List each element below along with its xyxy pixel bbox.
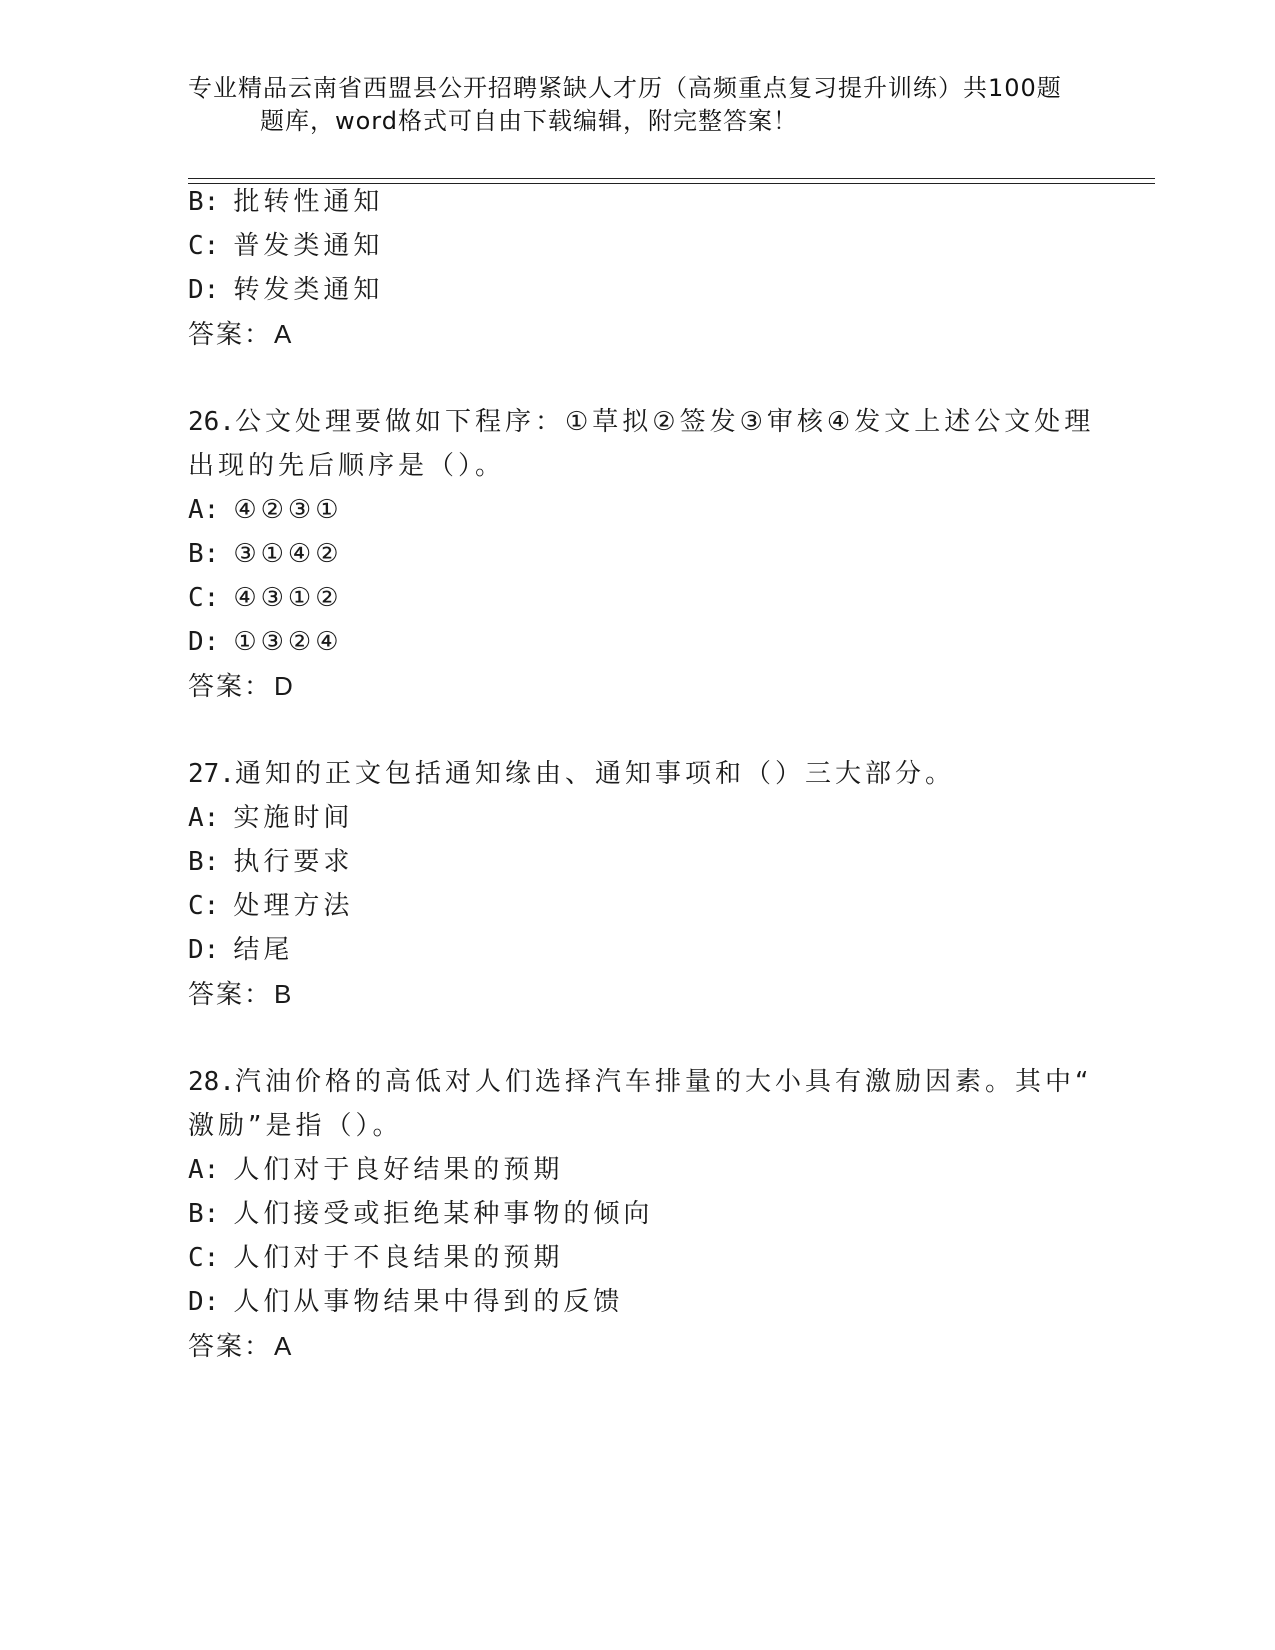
option-c [188,1242,563,1274]
option-key: D: [188,935,220,965]
option-key: D: [188,1287,220,1317]
option-key: B: [188,187,220,217]
option-text: 结尾 [233,935,294,965]
answer-label: 答案： [188,672,273,702]
option-a [188,1154,563,1186]
option-text: 人们对于不良结果的预期 [233,1243,564,1273]
answer-value: A [274,1331,294,1361]
option-text: ③①④② [233,539,343,569]
option-a [188,494,343,526]
option-text: 普发类通知 [233,231,384,261]
option-c [188,890,353,922]
option-key: C: [188,1243,220,1273]
option-text: 人们对于良好结果的预期 [233,1155,564,1185]
option-text: 人们接受或拒绝某种事物的倾向 [233,1199,654,1229]
answer-line [188,670,295,703]
answer-line [188,1330,293,1363]
option-key: C: [188,891,220,921]
answer-line [188,318,293,351]
option-c [188,230,383,262]
header-divider-bottom [188,183,1155,184]
question-number: 26. [188,407,235,437]
option-key: D: [188,627,220,657]
question-number: 27. [188,759,235,789]
option-text: 执行要求 [233,847,354,877]
answer-line [188,978,293,1011]
option-b [188,186,383,218]
question-text-line1: 汽油价格的高低对人们选择汽车排量的大小具有激励因素。其中“ [234,1067,1093,1097]
option-key: C: [188,583,220,613]
option-d [188,1286,623,1318]
option-a [188,802,353,834]
question-text [188,758,955,790]
question-text-line1: 通知的正文包括通知缘由、通知事项和（）三大部分。 [234,759,955,789]
option-d [188,934,293,966]
answer-label: 答案： [188,980,273,1010]
answer-label: 答案： [188,1332,273,1362]
option-key: D: [188,275,220,305]
option-key: B: [188,1199,220,1229]
option-text: ④③①② [233,583,343,613]
option-b [188,538,343,570]
option-b [188,846,353,878]
option-key: B: [188,847,220,877]
option-key: A: [188,803,220,833]
option-c [188,582,343,614]
header-title-line1: 专业精品云南省西盟县公开招聘紧缺人才历（高频重点复习提升训练）共100题 [188,74,1062,102]
option-d [188,274,383,306]
option-d [188,626,343,658]
option-text: 处理方法 [233,891,354,921]
answer-value: B [274,979,294,1009]
option-text: ④②③① [233,495,343,525]
question-number: 28. [188,1067,235,1097]
option-b [188,1198,653,1230]
question-text [188,406,1094,438]
question-text-line2: 激励”是指（）。 [188,1111,403,1141]
option-text: 批转性通知 [233,187,384,217]
header-title-line2: 题库，word格式可自由下载编辑，附完整答案！ [260,107,798,135]
option-text: 实施时间 [233,803,354,833]
page-header [188,72,1088,138]
question-text [188,1066,1092,1098]
question-text-line1: 公文处理要做如下程序：①草拟②签发③审核④发文上述公文处理 [234,407,1095,437]
option-key: A: [188,495,220,525]
question-text-line2: 出现的先后顺序是（）。 [188,451,506,481]
answer-label: 答案： [188,320,273,350]
option-text: 转发类通知 [233,275,384,305]
header-divider-top [188,178,1155,179]
option-key: A: [188,1155,220,1185]
option-key: C: [188,231,220,261]
option-key: B: [188,539,220,569]
answer-value: A [274,319,294,349]
answer-value: D [274,671,295,701]
option-text: 人们从事物结果中得到的反馈 [233,1287,624,1317]
option-text: ①③②④ [233,627,343,657]
